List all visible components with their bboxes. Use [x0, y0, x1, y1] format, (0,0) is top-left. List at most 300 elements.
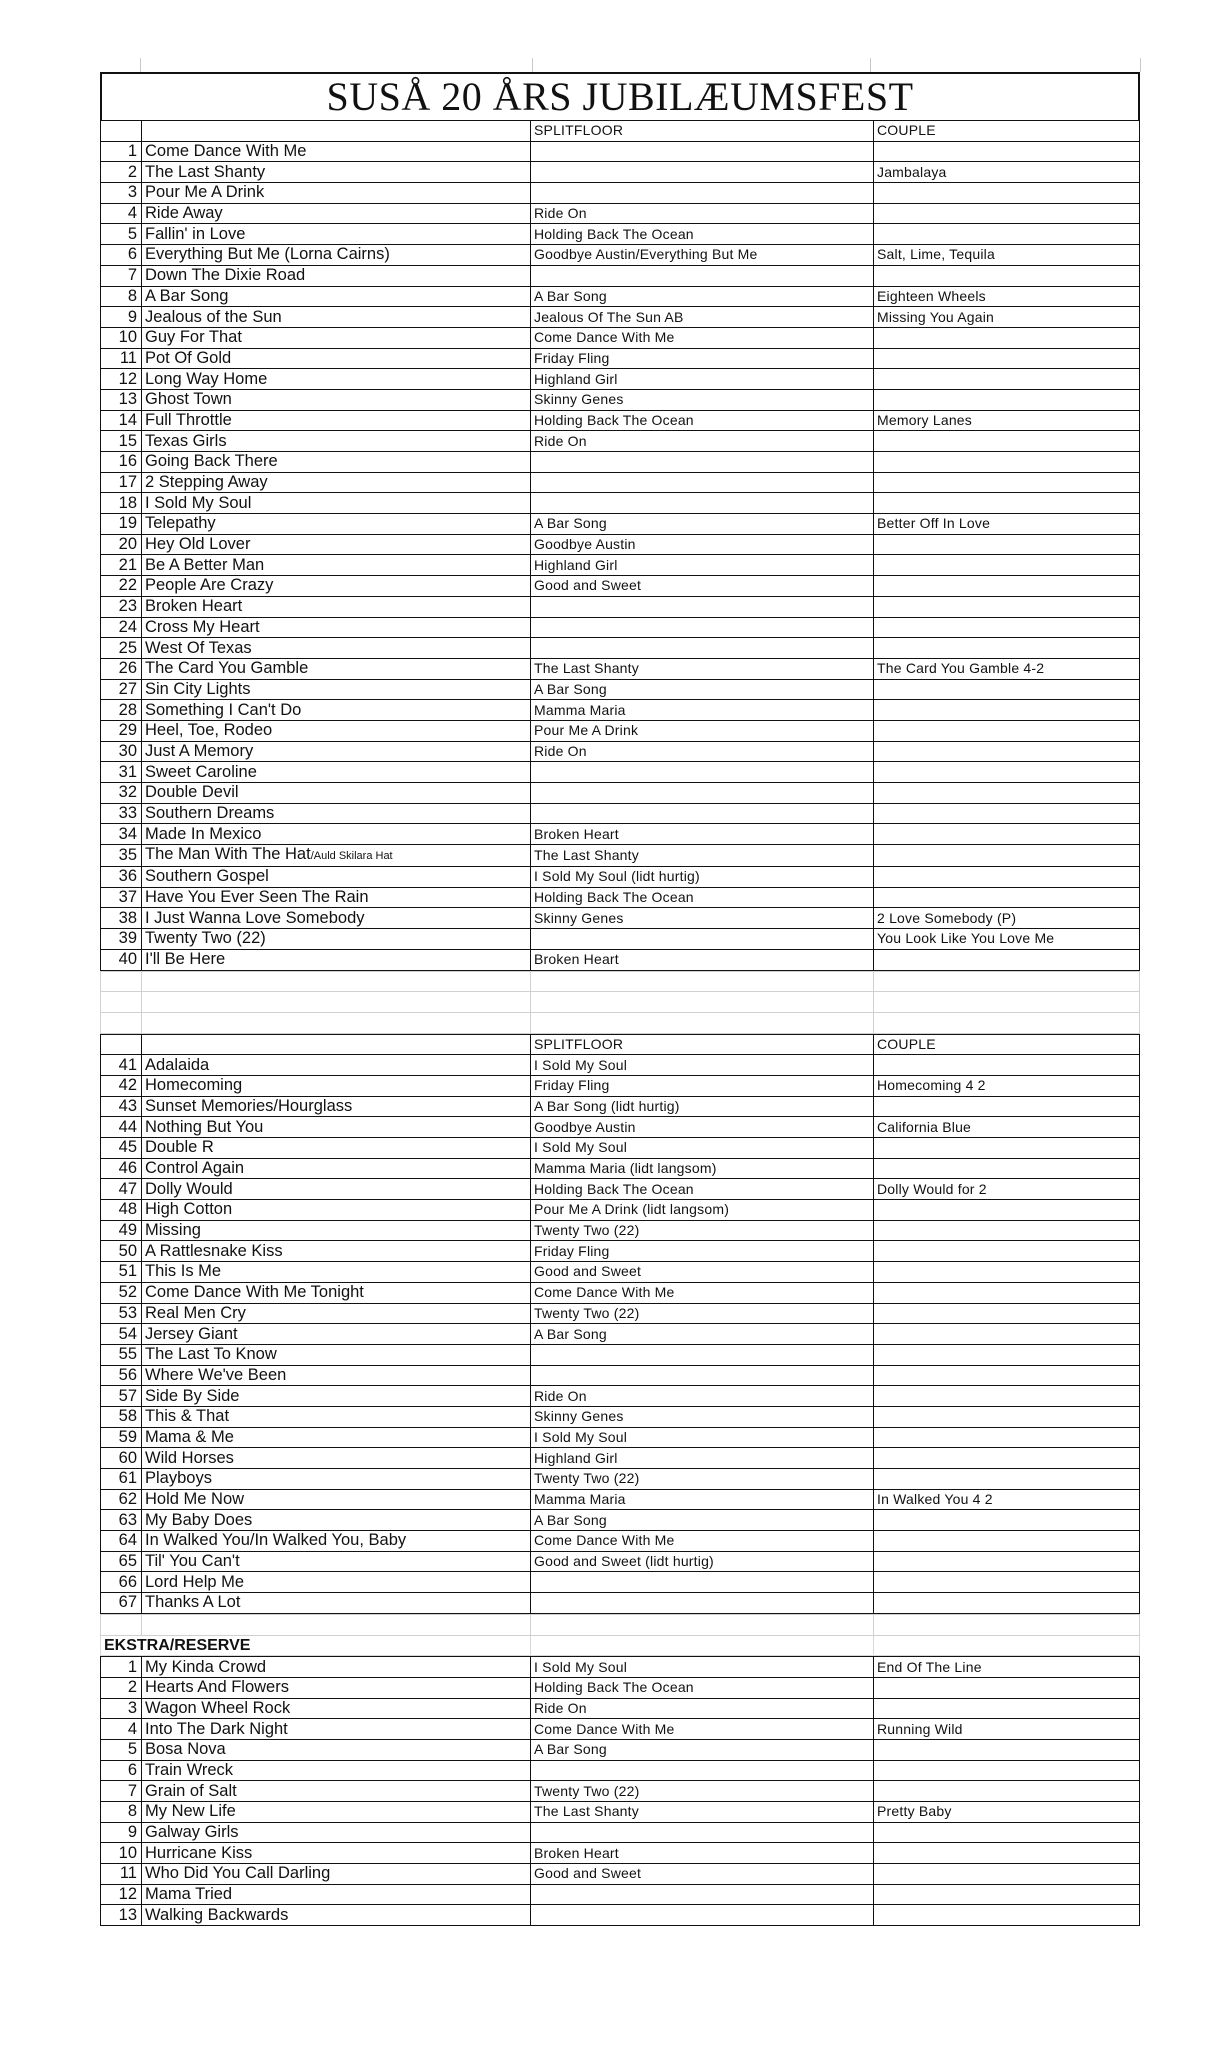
song-name: Train Wreck	[142, 1760, 531, 1781]
couple-cell	[874, 867, 1140, 888]
song-name: This Is Me	[142, 1262, 531, 1283]
couple-cell	[874, 1760, 1140, 1781]
table-row	[101, 327, 1140, 348]
table-row	[101, 658, 1140, 679]
table-row	[101, 348, 1140, 369]
song-name: Broken Heart	[142, 596, 531, 617]
song-name: Hey Old Lover	[142, 534, 531, 555]
couple-cell	[874, 1282, 1140, 1303]
row-number: 12	[101, 1884, 142, 1905]
song-name: Bosa Nova	[142, 1739, 531, 1760]
couple-cell	[874, 452, 1140, 473]
row-number: 23	[101, 596, 142, 617]
table-row	[101, 1739, 1140, 1760]
row-number: 15	[101, 431, 142, 452]
table-row	[101, 555, 1140, 576]
couple-cell	[874, 1158, 1140, 1179]
song-name: Double R	[142, 1138, 531, 1159]
couple-cell	[874, 1698, 1140, 1719]
ekstra-reserve-label: EKSTRA/RESERVE	[101, 1635, 531, 1656]
splitfloor-cell: A Bar Song	[531, 286, 874, 307]
couple-cell: You Look Like You Love Me	[874, 929, 1140, 950]
splitfloor-cell: Come Dance With Me	[531, 1719, 874, 1740]
splitfloor-cell: Ride On	[531, 1386, 874, 1407]
table-row	[101, 1698, 1140, 1719]
sheet-top-gridlines	[100, 58, 1140, 72]
couple-cell	[874, 369, 1140, 390]
splitfloor-cell: Good and Sweet	[531, 1262, 874, 1283]
song-name: The Man With The Hat/Auld Skilara Hat	[142, 845, 531, 867]
splitfloor-cell: Goodbye Austin	[531, 534, 874, 555]
table-row	[101, 203, 1140, 224]
splitfloor-cell: Good and Sweet	[531, 1864, 874, 1885]
header-splitfloor: SPLITFLOOR	[531, 121, 874, 142]
row-number: 57	[101, 1386, 142, 1407]
couple-cell	[874, 1303, 1140, 1324]
song-name: Down The Dixie Road	[142, 265, 531, 286]
couple-cell	[874, 762, 1140, 783]
splitfloor-cell	[531, 803, 874, 824]
splitfloor-cell	[531, 1572, 874, 1593]
couple-cell	[874, 741, 1140, 762]
couple-cell	[874, 679, 1140, 700]
row-number: 33	[101, 803, 142, 824]
table-row	[101, 1677, 1140, 1698]
splitfloor-cell: Pour Me A Drink (lidt langsom)	[531, 1200, 874, 1221]
song-name: Sunset Memories/Hourglass	[142, 1096, 531, 1117]
couple-cell	[874, 845, 1140, 867]
empty-row	[101, 992, 1140, 1013]
table-row	[101, 1531, 1140, 1552]
song-name: The Card You Gamble	[142, 658, 531, 679]
splitfloor-cell: Skinny Genes	[531, 1406, 874, 1427]
couple-cell	[874, 1905, 1140, 1926]
splitfloor-cell	[531, 141, 874, 162]
splitfloor-cell: Good and Sweet (lidt hurtig)	[531, 1551, 874, 1572]
row-number: 32	[101, 783, 142, 804]
row-number: 24	[101, 617, 142, 638]
table-row	[101, 1760, 1140, 1781]
table-row	[101, 1843, 1140, 1864]
row-number: 7	[101, 1781, 142, 1802]
song-name: Sin City Lights	[142, 679, 531, 700]
song-name: Jersey Giant	[142, 1324, 531, 1345]
row-number: 7	[101, 265, 142, 286]
table-row	[101, 845, 1140, 867]
song-name: A Rattlesnake Kiss	[142, 1241, 531, 1262]
row-number: 20	[101, 534, 142, 555]
couple-cell	[874, 265, 1140, 286]
couple-cell	[874, 1510, 1140, 1531]
table-row	[101, 617, 1140, 638]
section-2-table	[100, 1034, 1140, 1614]
song-name: 2 Stepping Away	[142, 472, 531, 493]
song-name: Where We've Been	[142, 1365, 531, 1386]
row-number: 26	[101, 658, 142, 679]
splitfloor-cell: Skinny Genes	[531, 389, 874, 410]
row-number: 27	[101, 679, 142, 700]
table-row	[101, 162, 1140, 183]
table-row	[101, 1551, 1140, 1572]
row-number: 38	[101, 908, 142, 929]
song-name: Playboys	[142, 1469, 531, 1490]
splitfloor-cell: Ride On	[531, 203, 874, 224]
splitfloor-cell: Twenty Two (22)	[531, 1781, 874, 1802]
table-row	[101, 741, 1140, 762]
table-row	[101, 887, 1140, 908]
couple-cell: Jambalaya	[874, 162, 1140, 183]
row-number: 51	[101, 1262, 142, 1283]
song-name: Real Men Cry	[142, 1303, 531, 1324]
row-number: 12	[101, 369, 142, 390]
couple-cell	[874, 824, 1140, 845]
splitfloor-cell	[531, 162, 874, 183]
song-name: Guy For That	[142, 327, 531, 348]
row-number: 44	[101, 1117, 142, 1138]
couple-cell	[874, 431, 1140, 452]
splitfloor-cell: Ride On	[531, 741, 874, 762]
row-number: 9	[101, 1822, 142, 1843]
song-name: Til' You Can't	[142, 1551, 531, 1572]
song-name: My Baby Does	[142, 1510, 531, 1531]
couple-cell	[874, 1551, 1140, 1572]
splitfloor-cell: A Bar Song	[531, 1324, 874, 1345]
couple-cell: 2 Love Somebody (P)	[874, 908, 1140, 929]
splitfloor-cell: Highland Girl	[531, 1448, 874, 1469]
row-number: 13	[101, 1905, 142, 1926]
row-number: 19	[101, 514, 142, 535]
song-name: Everything But Me (Lorna Cairns)	[142, 245, 531, 266]
row-number: 25	[101, 638, 142, 659]
table-row	[101, 1719, 1140, 1740]
row-number: 40	[101, 949, 142, 970]
table-row	[101, 369, 1140, 390]
couple-cell	[874, 700, 1140, 721]
couple-cell	[874, 783, 1140, 804]
song-name: Ghost Town	[142, 389, 531, 410]
table-row	[101, 431, 1140, 452]
table-row	[101, 1158, 1140, 1179]
splitfloor-cell	[531, 1344, 874, 1365]
table-row	[101, 141, 1140, 162]
couple-cell	[874, 1884, 1140, 1905]
couple-cell	[874, 1677, 1140, 1698]
couple-cell	[874, 555, 1140, 576]
song-name: The Last To Know	[142, 1344, 531, 1365]
song-name: Ride Away	[142, 203, 531, 224]
table-row	[101, 1117, 1140, 1138]
couple-cell	[874, 472, 1140, 493]
song-name: Sweet Caroline	[142, 762, 531, 783]
song-name: Adalaida	[142, 1055, 531, 1076]
song-name: I Just Wanna Love Somebody	[142, 908, 531, 929]
couple-cell	[874, 1781, 1140, 1802]
row-number: 39	[101, 929, 142, 950]
table-row	[101, 1075, 1140, 1096]
couple-cell: Running Wild	[874, 1719, 1140, 1740]
ekstra-label-row	[101, 1635, 1140, 1656]
row-number: 1	[101, 1657, 142, 1678]
song-name: People Are Crazy	[142, 576, 531, 597]
couple-cell: California Blue	[874, 1117, 1140, 1138]
splitfloor-cell: Jealous Of The Sun AB	[531, 307, 874, 328]
couple-cell	[874, 576, 1140, 597]
splitfloor-cell: Highland Girl	[531, 369, 874, 390]
section-1-table	[100, 120, 1140, 971]
table-row	[101, 245, 1140, 266]
song-name: I'll Be Here	[142, 949, 531, 970]
row-number: 37	[101, 887, 142, 908]
song-name: Double Devil	[142, 783, 531, 804]
splitfloor-cell: Highland Girl	[531, 555, 874, 576]
row-number: 22	[101, 576, 142, 597]
row-number: 29	[101, 720, 142, 741]
table-row	[101, 1344, 1140, 1365]
couple-cell	[874, 534, 1140, 555]
song-name: The Last Shanty	[142, 162, 531, 183]
song-name: Dolly Would	[142, 1179, 531, 1200]
splitfloor-cell: Holding Back The Ocean	[531, 1179, 874, 1200]
couple-cell	[874, 803, 1140, 824]
row-number: 61	[101, 1469, 142, 1490]
song-name: Come Dance With Me	[142, 141, 531, 162]
table-row	[101, 1303, 1140, 1324]
song-name: Pour Me A Drink	[142, 183, 531, 204]
couple-cell: Missing You Again	[874, 307, 1140, 328]
couple-cell	[874, 1448, 1140, 1469]
table-row	[101, 1489, 1140, 1510]
table-row	[101, 908, 1140, 929]
table-row	[101, 1884, 1140, 1905]
row-number: 9	[101, 307, 142, 328]
row-number: 17	[101, 472, 142, 493]
couple-cell	[874, 1572, 1140, 1593]
song-name: A Bar Song	[142, 286, 531, 307]
row-number: 42	[101, 1075, 142, 1096]
table-row	[101, 679, 1140, 700]
table-row	[101, 803, 1140, 824]
splitfloor-cell	[531, 762, 874, 783]
table-row	[101, 307, 1140, 328]
couple-cell	[874, 887, 1140, 908]
row-number: 14	[101, 410, 142, 431]
song-name: Heel, Toe, Rodeo	[142, 720, 531, 741]
table-row	[101, 1657, 1140, 1678]
song-name: Thanks A Lot	[142, 1593, 531, 1614]
table-row	[101, 472, 1140, 493]
header-empty-cell	[142, 121, 531, 142]
row-number: 36	[101, 867, 142, 888]
table-row	[101, 720, 1140, 741]
song-name: High Cotton	[142, 1200, 531, 1221]
song-name: Hold Me Now	[142, 1489, 531, 1510]
table-row	[101, 1822, 1140, 1843]
row-number: 50	[101, 1241, 142, 1262]
song-name: Come Dance With Me Tonight	[142, 1282, 531, 1303]
song-name: I Sold My Soul	[142, 493, 531, 514]
song-name: Grain of Salt	[142, 1781, 531, 1802]
splitfloor-cell: I Sold My Soul	[531, 1427, 874, 1448]
row-number: 2	[101, 1677, 142, 1698]
table-row	[101, 783, 1140, 804]
table-row	[101, 534, 1140, 555]
splitfloor-cell	[531, 452, 874, 473]
row-number: 49	[101, 1220, 142, 1241]
row-number: 3	[101, 183, 142, 204]
row-number: 13	[101, 389, 142, 410]
section-3-table	[100, 1656, 1140, 1926]
couple-cell	[874, 1469, 1140, 1490]
row-number: 67	[101, 1593, 142, 1614]
song-name: Telepathy	[142, 514, 531, 535]
splitfloor-cell: Holding Back The Ocean	[531, 1677, 874, 1698]
couple-cell	[874, 1055, 1140, 1076]
splitfloor-cell	[531, 1593, 874, 1614]
table-row	[101, 1096, 1140, 1117]
song-name: West Of Texas	[142, 638, 531, 659]
row-number: 3	[101, 1698, 142, 1719]
row-number: 10	[101, 1843, 142, 1864]
ekstra-header	[100, 1614, 1140, 1656]
table-row	[101, 1781, 1140, 1802]
table-row	[101, 1262, 1140, 1283]
row-number: 55	[101, 1344, 142, 1365]
table-row	[101, 514, 1140, 535]
splitfloor-cell	[531, 596, 874, 617]
table-header-row	[101, 121, 1140, 142]
row-number: 59	[101, 1427, 142, 1448]
row-number: 11	[101, 1864, 142, 1885]
couple-cell	[874, 389, 1140, 410]
table-row	[101, 596, 1140, 617]
couple-cell	[874, 1864, 1140, 1885]
splitfloor-cell: I Sold My Soul	[531, 1138, 874, 1159]
couple-cell	[874, 1739, 1140, 1760]
song-name: Southern Dreams	[142, 803, 531, 824]
couple-cell: Memory Lanes	[874, 410, 1140, 431]
song-name: Hurricane Kiss	[142, 1843, 531, 1864]
row-number: 43	[101, 1096, 142, 1117]
table-row	[101, 1138, 1140, 1159]
splitfloor-cell: Broken Heart	[531, 824, 874, 845]
table-row	[101, 183, 1140, 204]
splitfloor-cell: Mamma Maria	[531, 700, 874, 721]
table-row	[101, 286, 1140, 307]
splitfloor-cell: A Bar Song	[531, 514, 874, 535]
song-name: Mama & Me	[142, 1427, 531, 1448]
table-row	[101, 1386, 1140, 1407]
couple-cell	[874, 203, 1140, 224]
row-number: 52	[101, 1282, 142, 1303]
row-number: 34	[101, 824, 142, 845]
splitfloor-cell: Mamma Maria	[531, 1489, 874, 1510]
splitfloor-cell	[531, 1884, 874, 1905]
table-row	[101, 949, 1140, 970]
splitfloor-cell: Twenty Two (22)	[531, 1220, 874, 1241]
couple-cell	[874, 596, 1140, 617]
empty-row	[101, 971, 1140, 992]
song-name: Just A Memory	[142, 741, 531, 762]
song-name: Mama Tried	[142, 1884, 531, 1905]
couple-cell: Eighteen Wheels	[874, 286, 1140, 307]
table-row	[101, 1510, 1140, 1531]
table-row	[101, 389, 1140, 410]
table-row	[101, 493, 1140, 514]
row-number: 66	[101, 1572, 142, 1593]
couple-cell	[874, 1822, 1140, 1843]
splitfloor-cell: Come Dance With Me	[531, 1531, 874, 1552]
song-list-sheet	[100, 72, 1140, 1926]
song-name: Southern Gospel	[142, 867, 531, 888]
splitfloor-cell: Friday Fling	[531, 1241, 874, 1262]
splitfloor-cell: Come Dance With Me	[531, 327, 874, 348]
table-row	[101, 1572, 1140, 1593]
couple-cell	[874, 1386, 1140, 1407]
couple-cell: In Walked You 4 2	[874, 1489, 1140, 1510]
splitfloor-cell: Holding Back The Ocean	[531, 224, 874, 245]
row-number: 28	[101, 700, 142, 721]
song-name: Pot Of Gold	[142, 348, 531, 369]
row-number: 53	[101, 1303, 142, 1324]
couple-cell	[874, 1241, 1140, 1262]
row-number: 41	[101, 1055, 142, 1076]
row-number: 47	[101, 1179, 142, 1200]
couple-cell	[874, 1427, 1140, 1448]
row-number: 6	[101, 245, 142, 266]
splitfloor-cell	[531, 929, 874, 950]
row-number: 4	[101, 203, 142, 224]
table-row	[101, 762, 1140, 783]
song-name: Long Way Home	[142, 369, 531, 390]
header-empty-cell	[101, 1034, 142, 1055]
couple-cell	[874, 1220, 1140, 1241]
table-row	[101, 867, 1140, 888]
row-number: 45	[101, 1138, 142, 1159]
row-number: 8	[101, 1802, 142, 1823]
song-name: Missing	[142, 1220, 531, 1241]
splitfloor-cell: A Bar Song (lidt hurtig)	[531, 1096, 874, 1117]
table-header-row	[101, 1034, 1140, 1055]
row-number: 46	[101, 1158, 142, 1179]
splitfloor-cell: Come Dance With Me	[531, 1282, 874, 1303]
row-number: 6	[101, 1760, 142, 1781]
couple-cell	[874, 183, 1140, 204]
splitfloor-cell: I Sold My Soul (lidt hurtig)	[531, 867, 874, 888]
splitfloor-cell	[531, 783, 874, 804]
song-name: My New Life	[142, 1802, 531, 1823]
splitfloor-cell: I Sold My Soul	[531, 1657, 874, 1678]
song-name: Going Back There	[142, 452, 531, 473]
couple-cell	[874, 1262, 1140, 1283]
table-row	[101, 1406, 1140, 1427]
couple-cell: The Card You Gamble 4-2	[874, 658, 1140, 679]
song-name: This & That	[142, 1406, 531, 1427]
splitfloor-cell: Broken Heart	[531, 1843, 874, 1864]
couple-cell	[874, 617, 1140, 638]
couple-cell	[874, 1138, 1140, 1159]
row-number: 63	[101, 1510, 142, 1531]
song-name: Hearts And Flowers	[142, 1677, 531, 1698]
table-row	[101, 1864, 1140, 1885]
song-name: Nothing But You	[142, 1117, 531, 1138]
splitfloor-cell: The Last Shanty	[531, 658, 874, 679]
splitfloor-cell: A Bar Song	[531, 679, 874, 700]
row-number: 1	[101, 141, 142, 162]
couple-cell	[874, 1096, 1140, 1117]
header-empty-cell	[142, 1034, 531, 1055]
table-row	[101, 1593, 1140, 1614]
song-name: Galway Girls	[142, 1822, 531, 1843]
